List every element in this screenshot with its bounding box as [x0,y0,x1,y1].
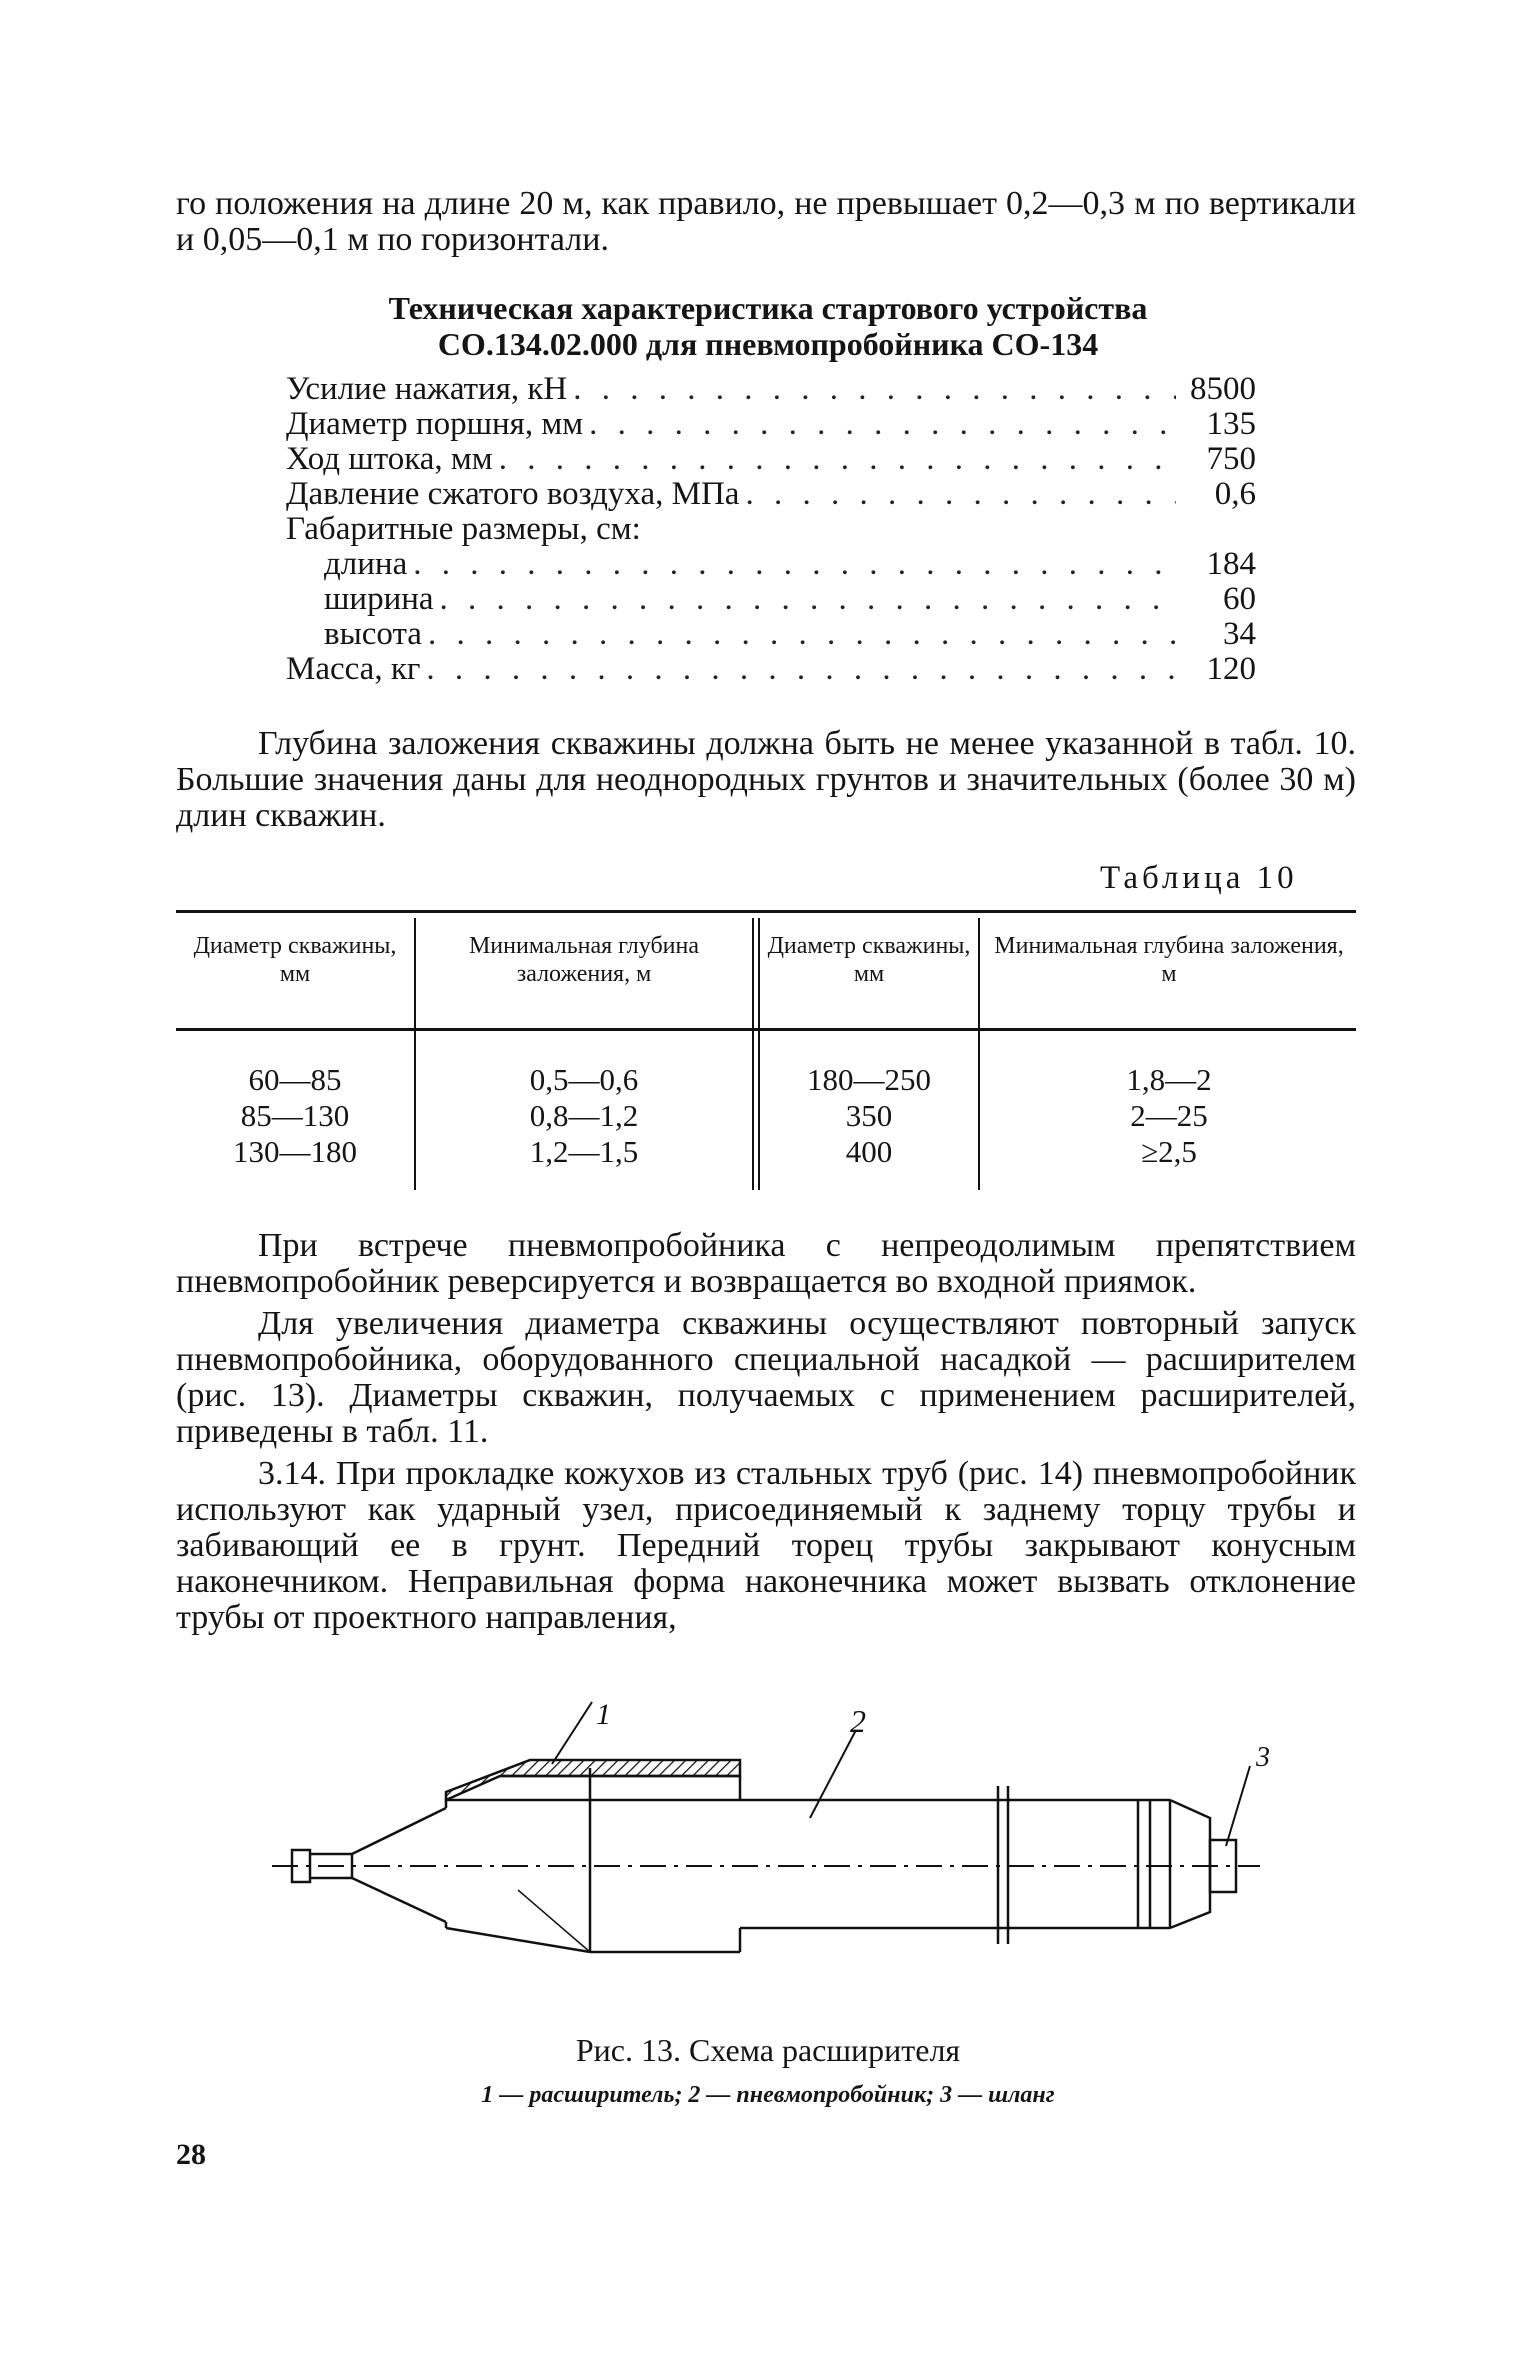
figure-caption: Рис. 13. Схема расширителя [575,2032,961,2068]
table-cell: 0,5—0,6 [529,1062,639,1097]
spec-value: 120 [1206,651,1256,687]
spec-dimensions-heading: Габаритные размеры, см: [286,511,641,547]
table-cell: 60—85 [248,1062,342,1097]
spec-list [286,372,1256,687]
spec-row [286,442,1256,477]
body-paragraphs [176,1228,1356,1636]
table-header: Диаметр скважины, мм [193,933,397,987]
table-column-1 [176,1062,414,1170]
table-cell: 0,8—1,2 [529,1098,639,1133]
spec-label: ширина [324,581,434,617]
spec-value: 750 [1206,441,1256,477]
depth-paragraph: Глубина заложения скважины должна быть не менее указанной в табл. 10. Большие значения даны для неоднородных грунтов и значительных (более 30 м) длин скважин. [176,725,1356,834]
page-number: 28 [176,2138,206,2171]
spec-title-line-2: СО.134.02.000 для пневмопробойника СО-134 [437,326,1099,362]
expander-sleeve [446,1760,740,1800]
figure-legend: 1 — расширитель; 2 — пневмопробойник; 3 — шланг [481,2082,1055,2108]
table-divider [414,918,416,1190]
table-column-3 [766,1062,972,1170]
spec-row [286,372,1256,407]
spec-title [318,290,1218,362]
paragraph-expander: Для увеличения диаметра скважины осуществляют повторный запуск пневмопробойника, оборудованного специальной насадкой — расширителем (рис. 13). Диаметры скважин, получаемых с применением расширителей, приведены в табл. 11. [176,1305,1356,1450]
spec-label: высота [324,616,422,652]
table-cell: 180—250 [807,1062,931,1097]
table-cell: 350 [845,1098,893,1133]
table-10 [176,910,1356,1200]
spec-value: 34 [1223,616,1256,652]
table-caption: Таблица 10 [1100,860,1298,896]
spec-label: Ход штока, мм [286,441,493,477]
table-header-rule [176,1028,1356,1031]
paragraph-obstacle: При встрече пневмопробойника с непреодолимым препятствием пневмопробойник реверсируется и возвращается во входной приямок. [176,1227,1356,1300]
table-cell: 130—180 [233,1134,357,1169]
spec-label: длина [324,546,408,582]
table-cell: ≥2,5 [1141,1134,1197,1169]
spec-value: 60 [1223,581,1256,617]
table-divider [758,918,760,1190]
spec-value: 184 [1206,546,1256,582]
spec-label: Усилие нажатия, кН [286,371,568,407]
spec-row [286,477,1256,512]
table-top-rule [176,910,1356,913]
table-column-4 [994,1062,1344,1170]
table-divider [978,918,980,1190]
table-column-2 [426,1062,742,1170]
spec-label: Масса, кг [286,651,421,687]
spec-value: 135 [1206,406,1256,442]
figure-expander-diagram [270,1700,1290,2020]
spec-value: 0,6 [1214,476,1256,512]
figure-label-3: 3 [1256,1742,1270,1773]
table-cell: 400 [845,1134,893,1169]
top-paragraph: го положения на длине 20 м, как правило, не превышает 0,2—0,3 м по вертикали и 0,05—0,1 м по горизонтали. [176,185,1356,258]
table-divider [752,918,754,1190]
spec-label: Диаметр поршня, мм [286,406,584,442]
spec-row [286,652,1256,687]
spec-row [286,547,1256,582]
table-cell: 1,8—2 [1126,1062,1212,1097]
table-cell: 1,2—1,5 [529,1134,639,1169]
table-cell: 85—130 [240,1098,350,1133]
spec-value: 8500 [1190,371,1256,407]
spec-title-line-1: Техническая характеристика стартового устройства [388,290,1148,326]
figure-label-1: 1 [596,1700,611,1731]
table-header: Диаметр скважины, мм [767,933,971,987]
spec-row [286,582,1256,617]
spec-row [286,407,1256,442]
figure-label-2: 2 [850,1703,866,1739]
table-header: Минимальная глубина заложения, м [468,933,700,987]
paragraph-3-14: 3.14. При прокладке кожухов из стальных труб (рис. 14) пневмопробойник используют как ударный узел, присоединяемый к заднему торцу трубы и забивающий ее в грунт. Передний торец трубы закрывают конусным наконечником. Неправильная форма наконечника может вызвать отклонение трубы от проектного направления, [176,1455,1356,1636]
table-header: Минимальная глубина заложения, м [994,933,1344,987]
spec-label: Давление сжатого воздуха, МПа [286,476,740,512]
table-cell: 2—25 [1130,1098,1208,1133]
spec-row [286,617,1256,652]
